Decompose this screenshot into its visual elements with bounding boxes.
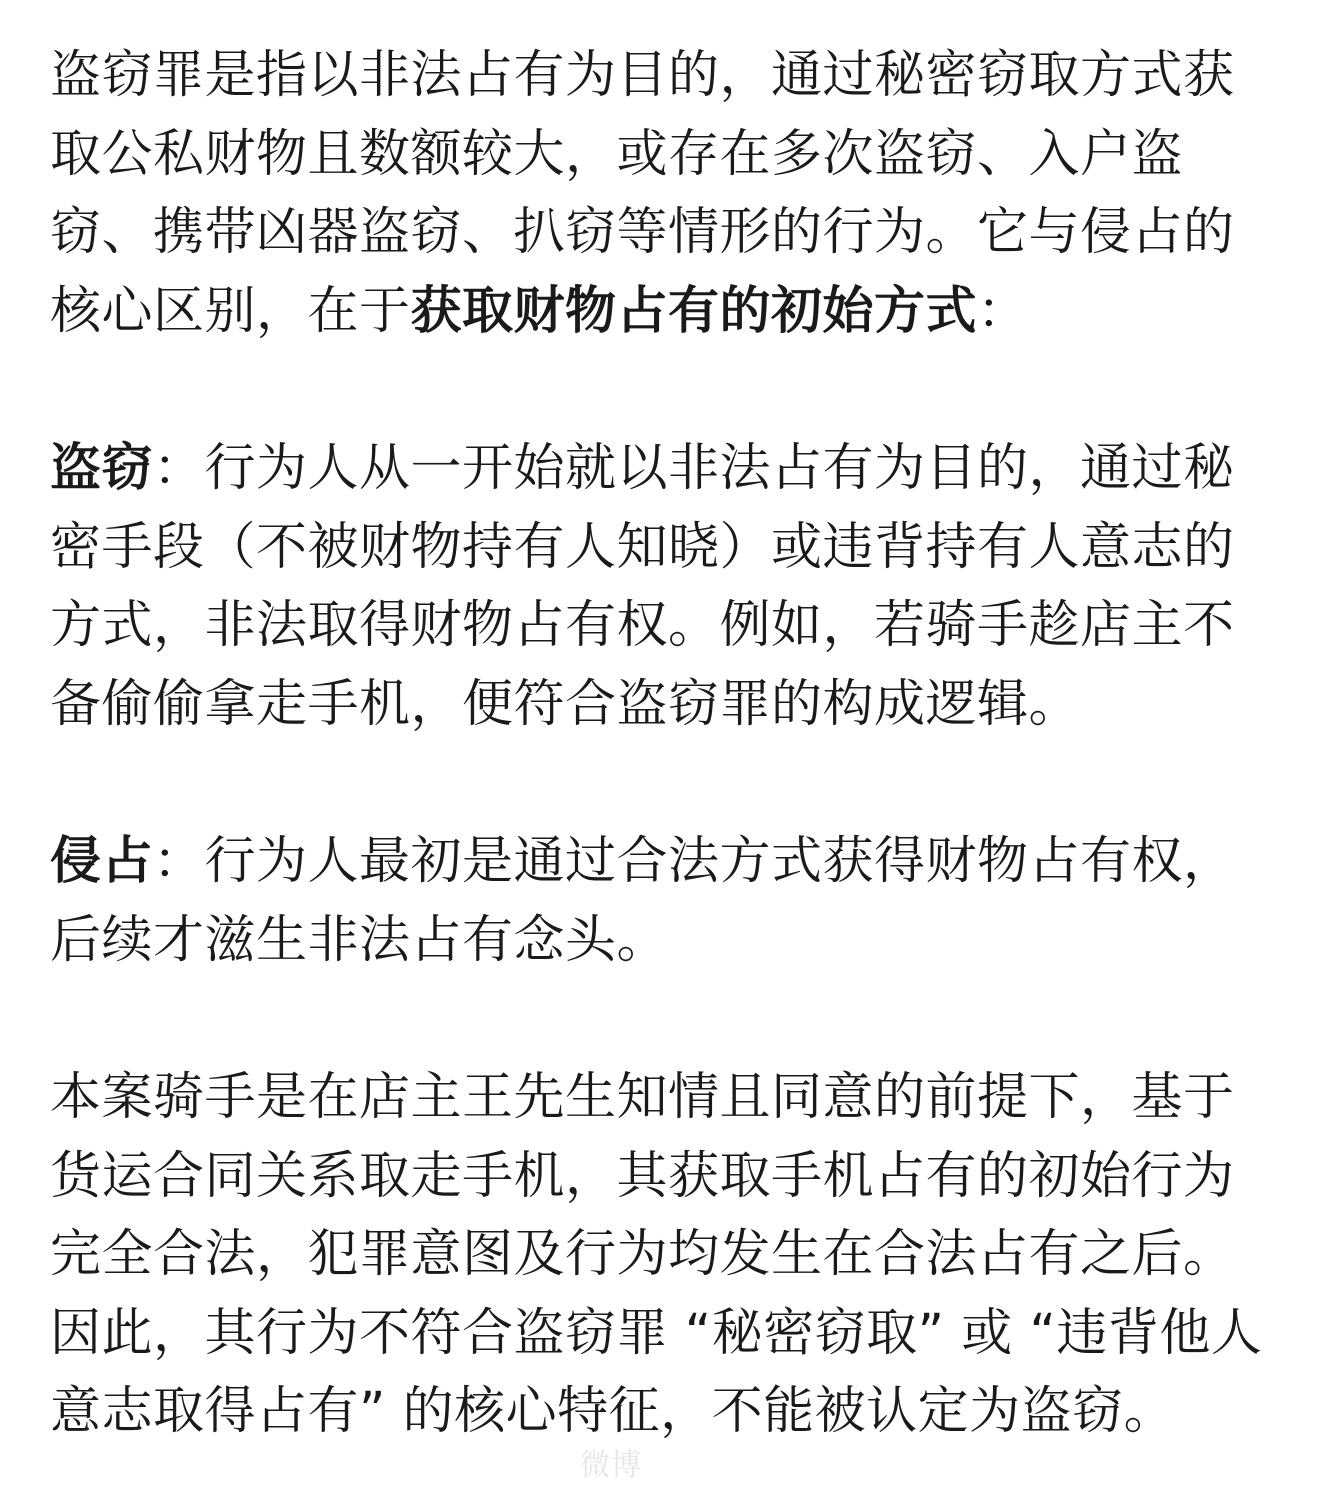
- article-body: [50, 37, 1280, 1452]
- embezzlement-label: 侵占: [50, 832, 154, 891]
- watermark: 微博: [580, 1448, 642, 1483]
- theft-text: ：行为人从一开始就以非法占有为目的，通过秘密手段（不被财物持有人知晓）或违背持有人意志的方式，非法取得财物占有权。例如，若骑手趁店主不备偷偷拿走手机，便符合盗窃罪的构成逻辑。: [50, 439, 1235, 734]
- paragraph-embezzlement: [50, 823, 1280, 980]
- conclusion-text: 本案骑手是在店主王先生知情且同意的前提下，基于货运合同关系取走手机，其获取手机占有的初始行为完全合法，犯罪意图及行为均发生在合法占有之后。因此，其行为不符合盗窃罪 “秘密窃取” 或 “违背他人意志取得占有” 的核心特征，不能被认定为盗窃。: [50, 1068, 1263, 1441]
- theft-label: 盗窃: [50, 439, 154, 498]
- paragraph-definition: [50, 37, 1280, 351]
- definition-text: 盗窃罪是指以非法占有为目的，通过秘密窃取方式获取公私财物且数额较大，或存在多次盗窃、入户盗窃、携带凶器盗窃、扒窃等情形的行为。它与侵占的核心区别，在于: [50, 46, 1235, 341]
- paragraph-theft: [50, 430, 1280, 744]
- definition-colon: ：: [977, 281, 1029, 341]
- embezzlement-text: ：行为人最初是通过合法方式获得财物占有权，后续才滋生非法占有念头。: [50, 832, 1235, 970]
- key-distinction: 获取财物占有的初始方式: [410, 281, 978, 341]
- paragraph-conclusion: [50, 1059, 1280, 1452]
